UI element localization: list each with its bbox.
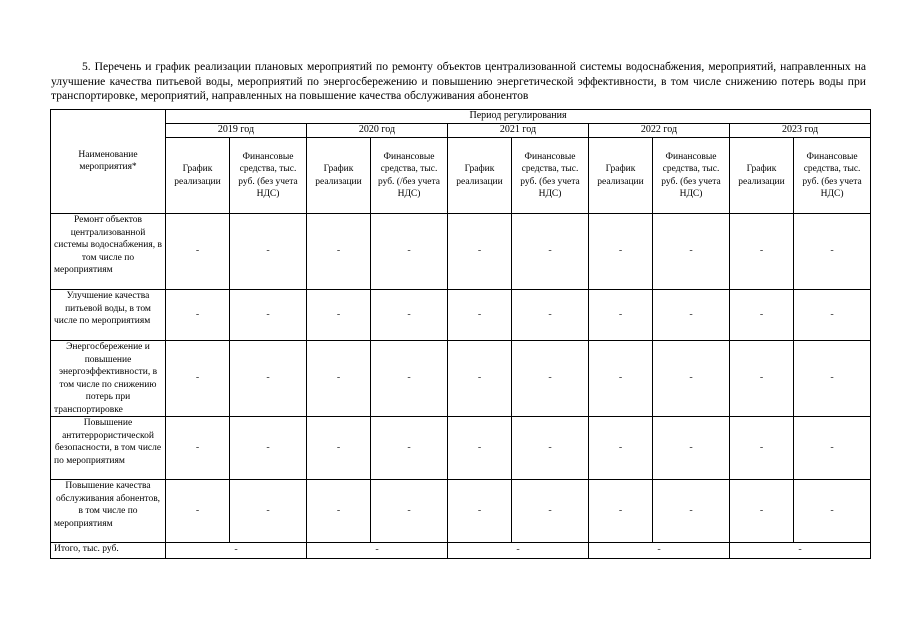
table-cell: -	[512, 480, 589, 543]
table-cell: -	[512, 290, 589, 341]
table-cell: -	[448, 341, 512, 417]
finance-subheader: Финансовые средства, тыс. руб. (без учета НДС)	[794, 138, 871, 214]
table-cell: -	[166, 417, 230, 480]
table-cell: -	[371, 341, 448, 417]
schedule-subheader: График реализации	[589, 138, 653, 214]
total-value: -	[589, 543, 730, 559]
table-cell: -	[653, 480, 730, 543]
table-cell: -	[589, 417, 653, 480]
table-cell: -	[371, 290, 448, 341]
table-header	[51, 110, 871, 214]
table-cell: -	[230, 417, 307, 480]
table-body	[51, 214, 871, 559]
row-name: Ремонт объектов централизованной системы водоснабжения, в том числе по мероприятиям	[51, 214, 166, 290]
table-cell: -	[448, 290, 512, 341]
table-cell: -	[589, 341, 653, 417]
schedule-subheader: График реализации	[166, 138, 230, 214]
finance-subheader: Финансовые средства, тыс. руб. (без учета НДС)	[653, 138, 730, 214]
table-cell: -	[307, 290, 371, 341]
period-header: Период регулирования	[166, 110, 871, 124]
table-cell: -	[512, 417, 589, 480]
schedule-subheader: График реализации	[307, 138, 371, 214]
table-cell: -	[307, 417, 371, 480]
table-row	[51, 417, 871, 480]
table-cell: -	[794, 214, 871, 290]
table-cell: -	[730, 417, 794, 480]
year-header: 2021 год	[448, 124, 589, 138]
table-cell: -	[230, 290, 307, 341]
year-header: 2023 год	[730, 124, 871, 138]
name-column-header: Наименование мероприятия*	[51, 110, 166, 214]
table-cell: -	[794, 290, 871, 341]
table-cell: -	[653, 341, 730, 417]
table-cell: -	[448, 417, 512, 480]
table-cell: -	[307, 214, 371, 290]
table-cell: -	[166, 290, 230, 341]
year-header: 2020 год	[307, 124, 448, 138]
table-cell: -	[653, 290, 730, 341]
table-cell: -	[448, 480, 512, 543]
table-cell: -	[794, 341, 871, 417]
total-row	[51, 543, 871, 559]
table-cell: -	[166, 214, 230, 290]
section-heading: 5. Перечень и график реализации плановых мероприятий по ремонту объектов централизованной системы водоснабжения, мероприятий, направленных на улучшение качества питьевой воды, мероприятий по энергосбережению и повышению энергетической эффективности, в том числе снижению потерь воды при транспортировке, мероприятий, направленных на повышение качества обслуживания абонентов	[51, 60, 866, 102]
table-cell: -	[589, 290, 653, 341]
total-value: -	[307, 543, 448, 559]
total-value: -	[448, 543, 589, 559]
table-row	[51, 214, 871, 290]
finance-subheader: Финансовые средства, тыс. руб. (без учета НДС)	[230, 138, 307, 214]
table-cell: -	[307, 480, 371, 543]
table-row	[51, 341, 871, 417]
table-cell: -	[371, 214, 448, 290]
table-row	[51, 480, 871, 543]
table-cell: -	[166, 480, 230, 543]
finance-subheader: Финансовые средства, тыс. руб. (без учета НДС)	[512, 138, 589, 214]
table-cell: -	[794, 480, 871, 543]
year-header: 2022 год	[589, 124, 730, 138]
schedule-subheader: График реализации	[730, 138, 794, 214]
row-name: Повышение качества обслуживания абонентов, в том числе по мероприятиям	[51, 480, 166, 543]
table-row	[51, 290, 871, 341]
subheaders-row	[51, 138, 871, 214]
table-cell: -	[653, 214, 730, 290]
table-cell: -	[589, 480, 653, 543]
events-schedule-table	[50, 109, 871, 559]
table-cell: -	[730, 341, 794, 417]
table-cell: -	[307, 341, 371, 417]
table-cell: -	[448, 214, 512, 290]
schedule-subheader: График реализации	[448, 138, 512, 214]
total-value: -	[730, 543, 871, 559]
total-value: -	[166, 543, 307, 559]
table-cell: -	[653, 417, 730, 480]
years-row	[51, 124, 871, 138]
total-label: Итого, тыс. руб.	[51, 543, 166, 559]
table-cell: -	[230, 341, 307, 417]
table-cell: -	[589, 214, 653, 290]
year-header: 2019 год	[166, 124, 307, 138]
table-cell: -	[512, 214, 589, 290]
table-cell: -	[794, 417, 871, 480]
table-cell: -	[230, 214, 307, 290]
table-cell: -	[230, 480, 307, 543]
table-cell: -	[371, 417, 448, 480]
table-cell: -	[512, 341, 589, 417]
table-cell: -	[166, 341, 230, 417]
table-cell: -	[730, 290, 794, 341]
table-cell: -	[371, 480, 448, 543]
row-name: Энергосбережение и повышение энергоэффективности, в том числе по снижению потерь при транспортировке	[51, 341, 166, 417]
row-name: Улучшение качества питьевой воды, в том числе по мероприятиям	[51, 290, 166, 341]
finance-subheader: Финансовые средства, тыс. руб. (/без учета НДС)	[371, 138, 448, 214]
row-name: Повышение антитеррористической безопасности, в том числе по мероприятиям	[51, 417, 166, 480]
table-cell: -	[730, 480, 794, 543]
table-cell: -	[730, 214, 794, 290]
